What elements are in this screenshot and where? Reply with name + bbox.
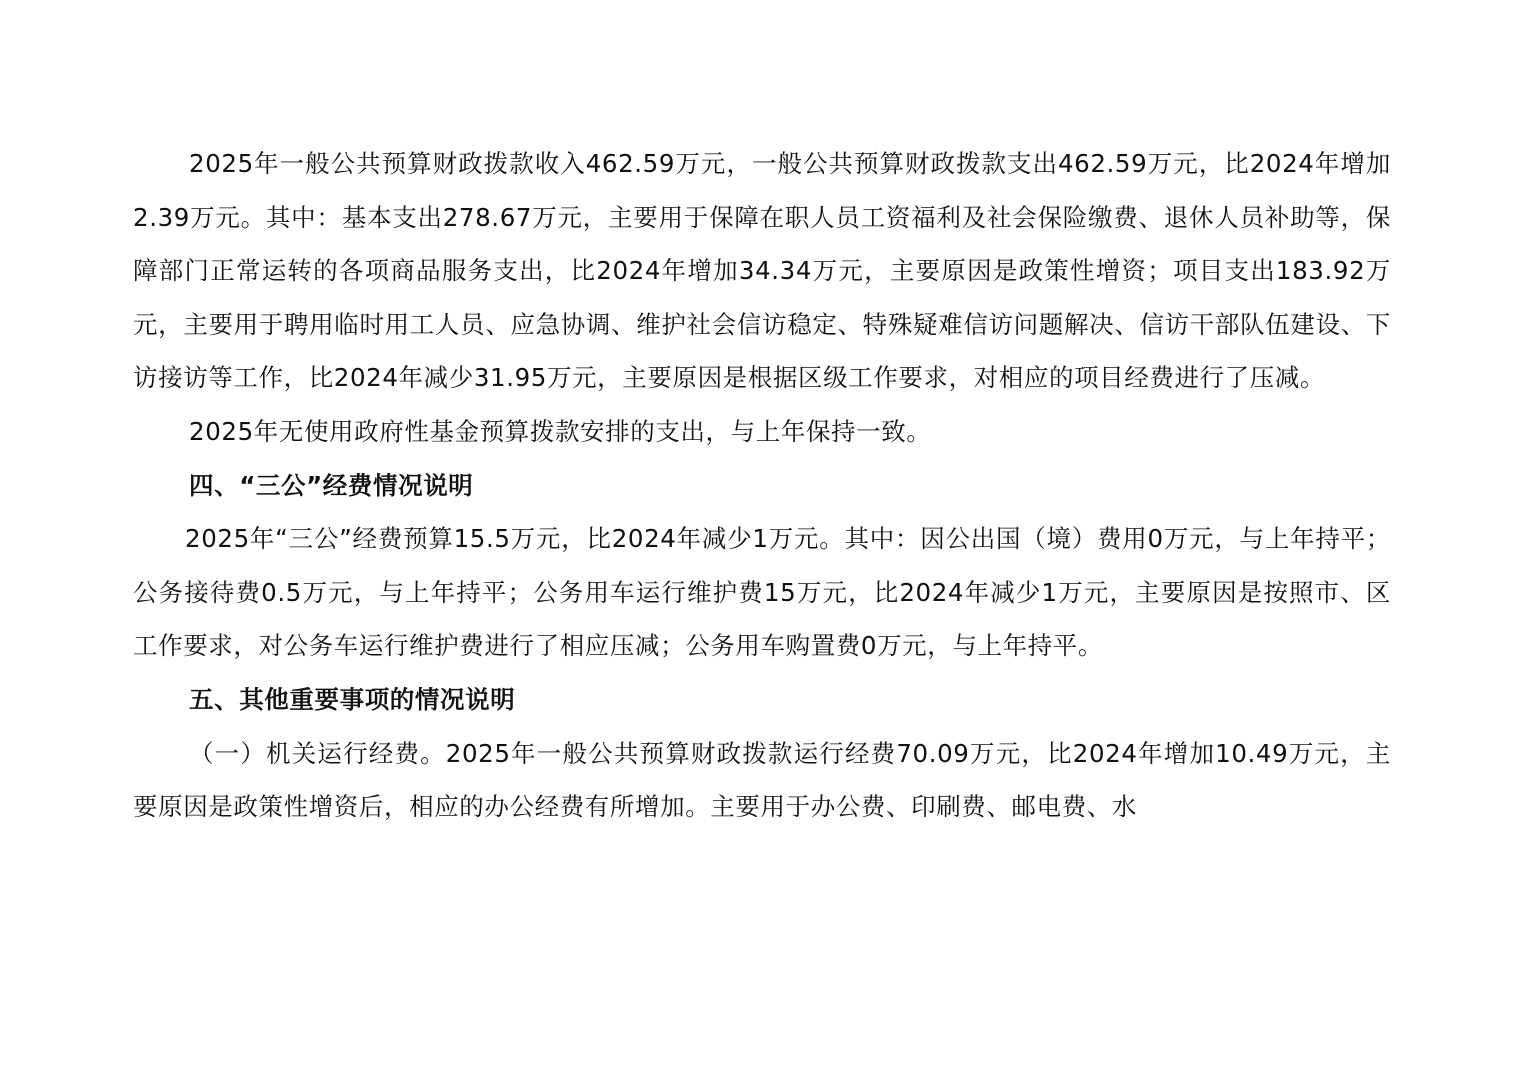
document-body bbox=[133, 137, 1391, 834]
paragraph-three-public-expenses: 2025年“三公”经费预算15.5万元，比2024年减少1万元。其中：因公出国（境）费用0万元，与上年持平；公务接待费0.5万元，与上年持平；公务用车运行维护费15万元，比2024年减少1万元，主要原因是按照市、区工作要求，对公务车运行维护费进行了相应压减；公务用车购置费0万元，与上年持平。 bbox=[133, 524, 1391, 661]
paragraph-government-fund: 2025年无使用政府性基金预算拨款安排的支出，与上年保持一致。 bbox=[189, 416, 932, 446]
paragraph-budget-appropriation: 2025年一般公共预算财政拨款收入462.59万元，一般公共预算财政拨款支出462.59万元，比2024年增加2.39万元。其中：基本支出278.67万元，主要用于保障在职人员工资福利及社会保险缴费、退休人员补助等，保障部门正常运转的各项商品服务支出，比2024年增加34.34万元，主要原因是政策性增资；项目支出183.92万元，主要用于聘用临时用工人员、应急协调、维护社会信访稳定、特殊疑难信访问题解决、信访干部队伍建设、下访接访等工作，比2024年减少31.95万元，主要原因是根据区级工作要求，对相应的项目经费进行了压减。 bbox=[133, 149, 1391, 393]
section-heading-three-public-expenses: 四、“三公”经费情况说明 bbox=[189, 470, 474, 500]
paragraph-agency-operating-expenses: （一）机关运行经费。2025年一般公共预算财政拨款运行经费70.09万元，比2024年增加10.49万元，主要原因是政策性增资后，相应的办公经费有所增加。主要用于办公费、印刷费、邮电费、水 bbox=[133, 738, 1391, 822]
section-heading-other-important-matters: 五、其他重要事项的情况说明 bbox=[189, 684, 516, 714]
